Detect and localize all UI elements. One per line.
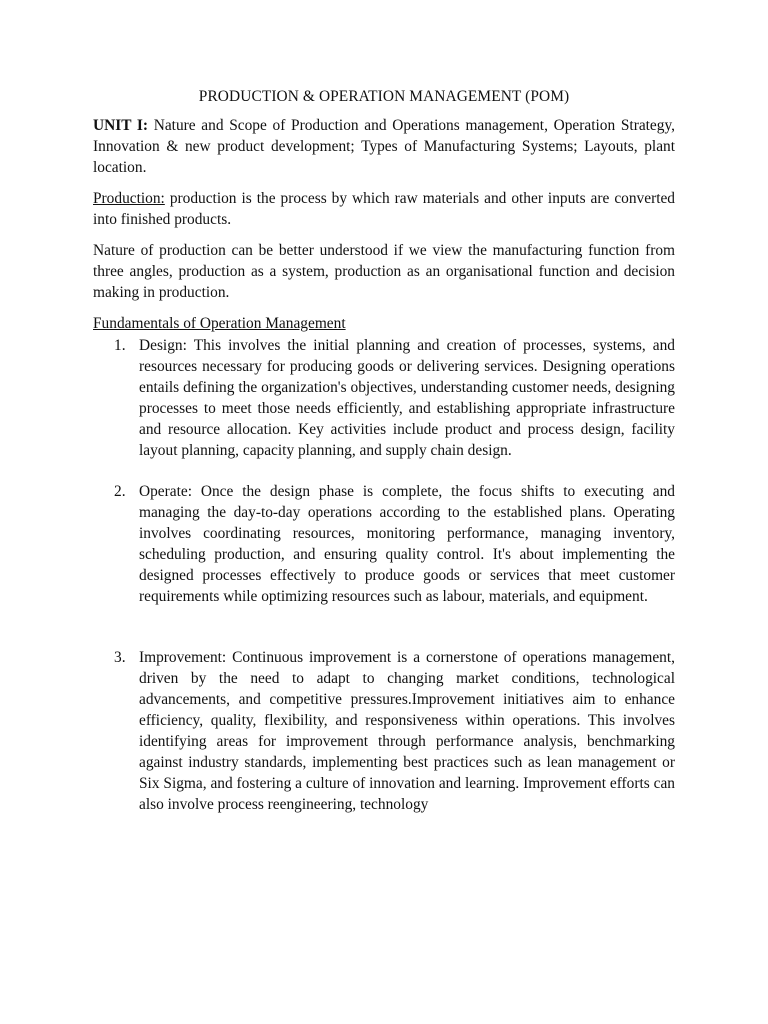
list-item-number: 2. bbox=[114, 483, 126, 500]
list-item-improvement bbox=[93, 647, 675, 815]
fundamentals-heading: Fundamentals of Operation Management bbox=[93, 315, 346, 332]
production-label: Production: bbox=[93, 190, 165, 207]
list-item-number: 3. bbox=[114, 649, 126, 666]
production-text: production is the process by which raw materials and other inputs are converted into finished products. bbox=[93, 190, 675, 228]
list-item-text: Design: This involves the initial planning and creation of processes, systems, and resources necessary for producing goods or delivering services. Designing operations entails defining the organization's objectives, understanding customer needs, designing processes to meet those needs efficiently, and establishing appropriate infrastructure and resource allocation. Key activities include product and process design, facility layout planning, capacity planning, and supply chain design. bbox=[139, 337, 675, 459]
list-item-number: 1. bbox=[114, 337, 126, 354]
list-item-text: Improvement: Continuous improvement is a cornerstone of operations management, driven by the need to adapt to changing market conditions, technological advancements, and competitive pressures.Improvement initiatives aim to enhance efficiency, quality, flexibility, and responsiveness within operations. This involves identifying areas for improvement through performance analysis, benchmarking against industry standards, implementing best practices such as lean management or Six Sigma, and fostering a culture of innovation and learning. Improvement efforts can also involve process reengineering, technology bbox=[139, 649, 675, 813]
fundamentals-list bbox=[93, 335, 675, 815]
document-title: PRODUCTION & OPERATION MANAGEMENT (POM) bbox=[198, 88, 570, 105]
unit-text: Nature and Scope of Production and Operations management, Operation Strategy, Innovation & new product development; Types of Manufacturing Systems; Layouts, plant location. bbox=[93, 117, 675, 176]
list-item-design bbox=[93, 335, 675, 461]
nature-paragraph: Nature of production can be better understood if we view the manufacturing function from three angles, production as a system, production as an organisational function and decision making in production. bbox=[93, 242, 675, 301]
unit-paragraph bbox=[93, 115, 675, 178]
unit-label: UNIT I: bbox=[93, 117, 149, 134]
list-item-text: Operate: Once the design phase is complete, the focus shifts to executing and managing the day-to-day operations according to the established plans. Operating involves coordinating resources, monitoring performance, managing inventory, scheduling production, and ensuring quality control. It's about implementing the designed processes effectively to produce goods or services that meet customer requirements while optimizing resources such as labour, materials, and equipment. bbox=[139, 483, 675, 605]
production-definition-paragraph bbox=[93, 188, 675, 230]
list-item-operate bbox=[93, 481, 675, 607]
document-page bbox=[93, 86, 675, 815]
